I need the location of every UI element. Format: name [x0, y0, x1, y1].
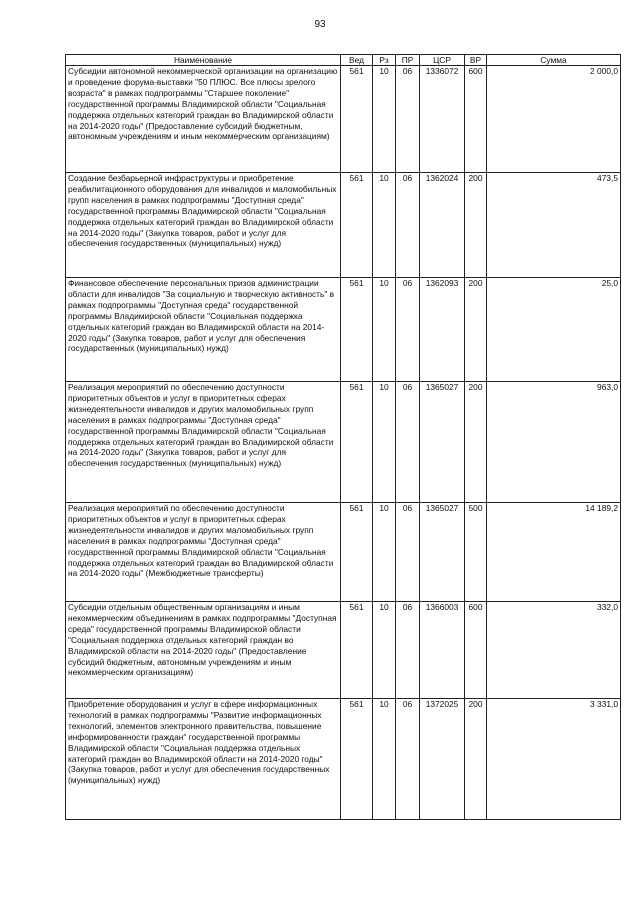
row-vr: 200	[465, 278, 487, 382]
row-name: Субсидии автономной некоммерческой организации на организацию и проведение форума-выставки "50 ПЛЮС. Все плюсы зрелого возраста" в рамках подпрограммы "Старшее поколение" государственной программы Владимирской области "Социальная поддержка отдельных категорий граждан во Владимирской области на 2014-2020 годы" (Предоставление субсидий бюджетным, автономным учреждениям и иным некоммерческим организациям)	[66, 66, 341, 173]
page-number: 93	[314, 19, 326, 30]
table-row	[66, 66, 621, 173]
row-sum: 473,5	[487, 173, 621, 278]
budget-table	[65, 54, 621, 820]
table-row	[66, 699, 621, 820]
row-pr: 06	[396, 602, 420, 699]
row-name: Реализация мероприятий по обеспечению доступности приоритетных объектов и услуг в приоритетных сферах жизнедеятельности инвалидов и других маломобильных групп населения в рамках подпрограммы "Доступная среда" государственной программы Владимирской области "Социальная поддержка отдельных категорий граждан во Владимирской области на 2014-2020 годы" (Межбюджетные трансферты)	[66, 503, 341, 602]
row-ved: 561	[341, 503, 373, 602]
row-csr: 1366003	[420, 602, 465, 699]
row-pr: 06	[396, 382, 420, 503]
row-csr: 1362024	[420, 173, 465, 278]
row-vr: 200	[465, 173, 487, 278]
row-ved: 561	[341, 173, 373, 278]
table-row	[66, 278, 621, 382]
row-ved: 561	[341, 602, 373, 699]
table-row	[66, 602, 621, 699]
row-rz: 10	[373, 278, 396, 382]
row-vr: 200	[465, 382, 487, 503]
row-csr: 1336072	[420, 66, 465, 173]
row-pr: 06	[396, 66, 420, 173]
table-header-row	[66, 55, 621, 66]
row-name: Субсидии отдельным общественным организациям и иным некоммерческим объединениям в рамках подпрограммы "Доступная среда" государственной программы Владимирской области "Социальная поддержка отдельных категорий граждан во Владимирской области на 2014-2020 годы" (Предоставление субсидий бюджетным, автономным учреждениям и иным некоммерческим организациям)	[66, 602, 341, 699]
row-pr: 06	[396, 503, 420, 602]
row-ved: 561	[341, 382, 373, 503]
row-rz: 10	[373, 173, 396, 278]
header-rz: Рз	[373, 55, 396, 66]
row-csr: 1365027	[420, 382, 465, 503]
row-ved: 561	[341, 278, 373, 382]
row-vr: 600	[465, 602, 487, 699]
row-pr: 06	[396, 278, 420, 382]
header-ved: Вед	[341, 55, 373, 66]
row-vr: 600	[465, 66, 487, 173]
row-sum: 332,0	[487, 602, 621, 699]
row-csr: 1372025	[420, 699, 465, 820]
table-row	[66, 382, 621, 503]
header-csr: ЦСР	[420, 55, 465, 66]
row-rz: 10	[373, 66, 396, 173]
row-name: Реализация мероприятий по обеспечению доступности приоритетных объектов и услуг в приоритетных сферах жизнедеятельности инвалидов и других маломобильных групп населения в рамках подпрограммы "Доступная среда" государственной программы Владимирской области "Социальная поддержка отдельных категорий граждан во Владимирской области на 2014-2020 годы" (Закупка товаров, работ и услуг для обеспечения государственных (муниципальных) нужд)	[66, 382, 341, 503]
row-rz: 10	[373, 699, 396, 820]
row-pr: 06	[396, 173, 420, 278]
header-pr: ПР	[396, 55, 420, 66]
row-ved: 561	[341, 66, 373, 173]
table-row	[66, 503, 621, 602]
header-vr: ВР	[465, 55, 487, 66]
row-sum: 2 000,0	[487, 66, 621, 173]
row-sum: 3 331,0	[487, 699, 621, 820]
table-row	[66, 173, 621, 278]
header-sum: Сумма	[487, 55, 621, 66]
row-sum: 14 189,2	[487, 503, 621, 602]
row-vr: 500	[465, 503, 487, 602]
row-rz: 10	[373, 602, 396, 699]
row-name: Создание безбарьерной инфраструктуры и приобретение реабилитационного оборудования для инвалидов и маломобильных групп населения в рамках подпрограммы "Доступная среда" государственной программы Владимирской области "Социальная поддержка отдельных категорий граждан во Владимирской области на 2014-2020 годы" (Закупка товаров, работ и услуг для обеспечения государственных (муниципальных) нужд)	[66, 173, 341, 278]
row-sum: 25,0	[487, 278, 621, 382]
row-sum: 963,0	[487, 382, 621, 503]
row-ved: 561	[341, 699, 373, 820]
row-rz: 10	[373, 382, 396, 503]
row-name: Приобретение оборудования и услуг в сфере информационных технологий в рамках подпрограммы "Развитие информационных технологий, элементов электронного правительства, повышение информированности граждан" государственной программы Владимирской области "Социальная поддержка отдельных категорий граждан во Владимирской области на 2014-2020 годы" (Закупка товаров, работ и услуг для обеспечения государственных (муниципальных) нужд)	[66, 699, 341, 820]
header-name: Наименование	[66, 55, 341, 66]
row-csr: 1362093	[420, 278, 465, 382]
row-rz: 10	[373, 503, 396, 602]
row-vr: 200	[465, 699, 487, 820]
row-csr: 1365027	[420, 503, 465, 602]
row-pr: 06	[396, 699, 420, 820]
row-name: Финансовое обеспечение персональных призов администрации области для инвалидов "За социальную и творческую активность" в рамках подпрограммы "Доступная среда" государственной программы Владимирской области "Социальная поддержка отдельных категорий граждан во Владимирской области на 2014-2020 годы" (Закупка товаров, работ и услуг для обеспечения государственных (муниципальных) нужд)	[66, 278, 341, 382]
